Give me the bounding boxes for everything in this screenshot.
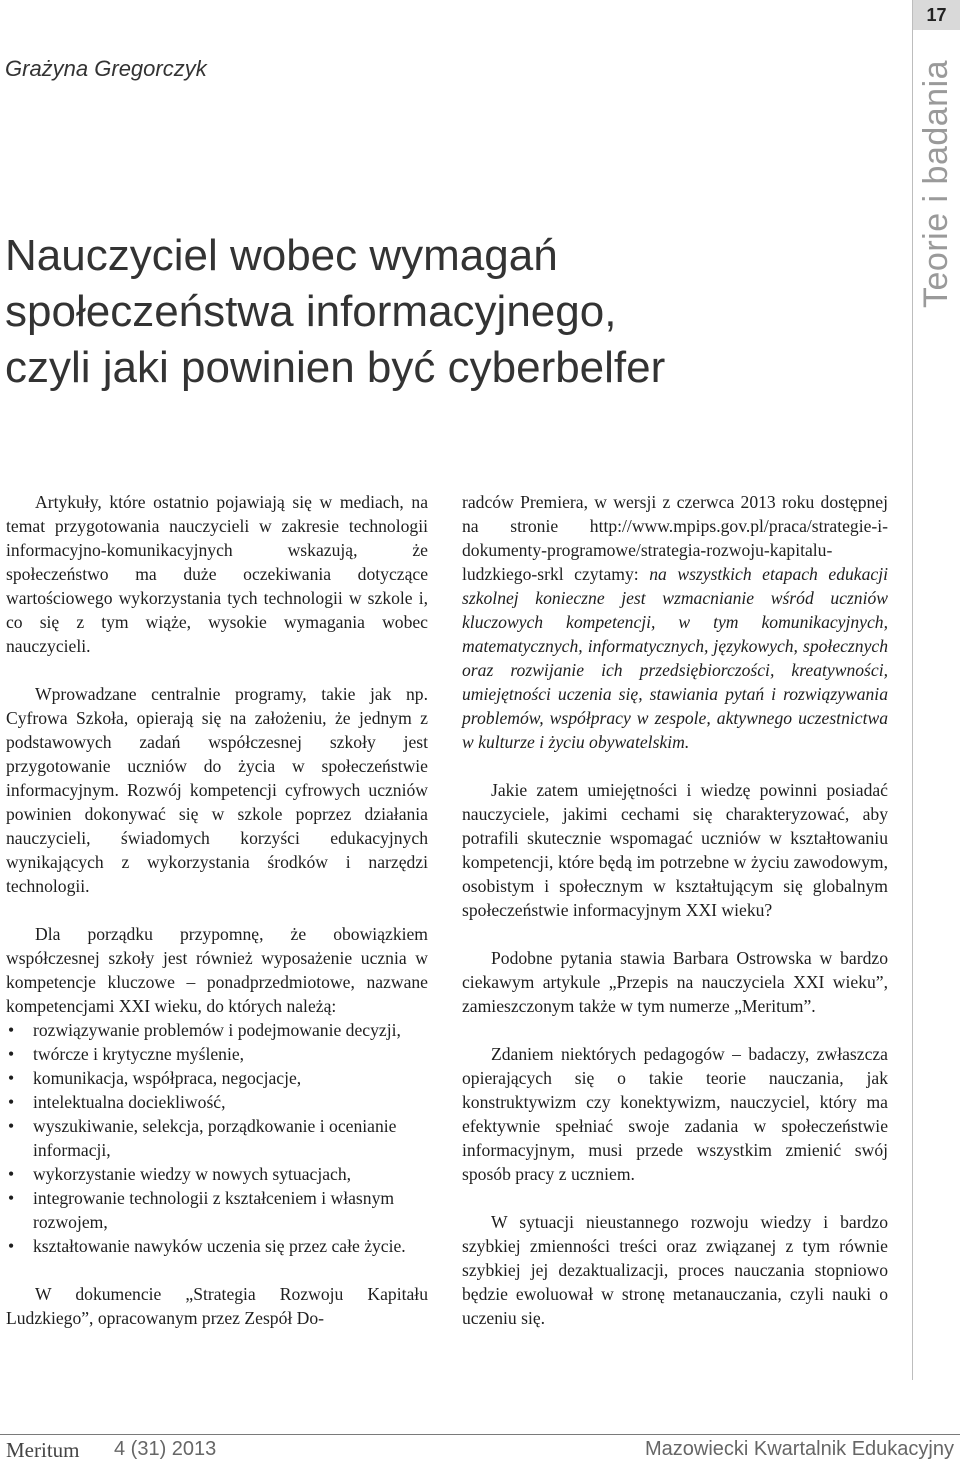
list-item: • rozwiązywanie problemów i podejmowanie decyzji,: [8, 1020, 401, 1040]
bullet: •: [8, 1164, 15, 1184]
section-label: Teorie i badania: [917, 60, 955, 309]
bullet: •: [8, 1188, 15, 1208]
footer-rule: [0, 1434, 960, 1435]
right-column: [462, 490, 888, 1330]
publisher-name: Mazowiecki Kwartalnik Edukacyjny: [644, 1438, 954, 1460]
bullet: •: [8, 1092, 15, 1112]
left-column: [6, 490, 428, 1330]
paragraph: Jakie zatem umiejętności i wiedzę powinni posiadać nauczyciele, jakimi cechami się charakteryzować, aby potrafili skutecznie wspomagać uczniów w kształtowaniu kompetencji, które będą im potrzebne w życiu zawodowym, osobistym i społecznym w kształtującym się globalnym społeczeństwie informacyjnym XXI wieku?: [462, 780, 888, 920]
bullet: •: [8, 1068, 15, 1088]
competencies-list: [6, 1018, 428, 1258]
page-number: 17: [913, 0, 960, 30]
bullet: •: [8, 1044, 15, 1064]
paragraph-text: radców Premiera, w wersji z czerwca 2013 roku dostępnej na stronie http://www.mpips.gov.pl/praca/strategie-i-dokumenty-programowe/strategia-rozwoju-kapitalu-ludzkiego-srkl czytamy:: [462, 492, 888, 584]
bullet: •: [8, 1020, 15, 1040]
paragraph: Zdaniem niektórych pedagogów – badaczy, zwłaszcza opierających się o takie teorie nauczania, jak konstruktywizm czy konektywizm, nauczyciel, który ma efektywnie spełniać swoje zadania w społeczeństwie informacyjnym, musi przede wszystkim zmienić swój sposób pracy z uczniem.: [462, 1044, 888, 1184]
margin-rule: [912, 0, 913, 1380]
paragraph: Podobne pytania stawia Barbara Ostrowska w bardzo ciekawym artykule „Przepis na nauczyciela XXI wieku”, zamieszczonym także w tym numerze „Meritum”.: [462, 948, 888, 1016]
title-line: Nauczyciel wobec wymagań: [5, 231, 558, 280]
journal-name: Meritum: [6, 1438, 80, 1462]
paragraph: Wprowadzane centralnie programy, takie jak np. Cyfrowa Szkoła, opierają się na założeniu, że jednym z podstawowych zadań współczesnej szkoły jest przygotowanie uczniów do życia w społeczeństwie informacyjnym. Rozwój kompetencji cyfrowych uczniów powinien dokonywać się w szkole poprzez działania nauczycieli, świadomych korzyści edukacyjnych wynikających z wykorzystania środków i narzędzi technologii.: [6, 684, 428, 896]
paragraph: Dla porządku przypomnę, że obowiązkiem współczesnej szkoły jest również wyposażenie ucznia w kompetencje kluczowe – ponadprzedmiotowe, nazwane kompetencjami XXI wieku, do których należą:: [6, 924, 428, 1016]
paragraph: Artykuły, które ostatnio pojawiają się w mediach, na temat przygotowania nauczycieli w zakresie technologii informacyjno-komunikacyjnych wskazują, że społeczeństwo ma duże oczekiwania dotyczące wartościowego wykorzystania tych technologii w szkole i, co się z tym wiąże, wysokie wymagania wobec nauczycieli.: [6, 492, 428, 656]
list-item: • intelektualna dociekliwość,: [8, 1092, 226, 1112]
list-item: • wykorzystanie wiedzy w nowych sytuacjach,: [8, 1164, 352, 1184]
article-title: [5, 228, 865, 396]
issue-number: 4 (31) 2013: [114, 1438, 217, 1460]
bullet: •: [8, 1236, 15, 1256]
bullet: •: [8, 1116, 15, 1136]
title-line: czyli jaki powinien być cyberbelfer: [5, 343, 666, 392]
list-item: • kształtowanie nawyków uczenia się przez całe życie.: [8, 1236, 406, 1256]
paragraph: W dokumencie „Strategia Rozwoju Kapitału Ludzkiego”, opracowanym przez Zespół Do-: [6, 1284, 428, 1328]
paragraph: [462, 490, 888, 754]
quote: na wszystkich etapach edukacji szkolnej konieczne jest wzmacnianie wśród uczniów kluczowych kompetencji, w tym komunikacyjnych, matematycznych, informatycznych, językowych, społecznych oraz rozwijanie ich przedsiębiorczości, kreatywności, umiejętności uczenia się, stawiania pytań i rozwiązywania problemów, współpracy w zespole, aktywnego uczestnictwa w kulturze i życiu obywatelskim.: [462, 564, 888, 752]
list-item: • twórcze i krytyczne myślenie,: [8, 1044, 245, 1064]
list-item: • komunikacja, współpraca, negocjacje,: [8, 1068, 302, 1088]
article-author: Grażyna Gregorczyk: [5, 56, 207, 81]
paragraph: W sytuacji nieustannego rozwoju wiedzy i bardzo szybkiej zmienności treści oraz związanej z tym równie szybkiej jej dezaktualizacji, proces nauczania stopniowo będzie ewoluował w stronę metanauczania, czyli nauki o uczeniu się.: [462, 1212, 888, 1328]
list-item: • wyszukiwanie, selekcja, porządkowanie i ocenianie informacji,: [8, 1116, 397, 1160]
title-line: społeczeństwa informacyjnego,: [5, 287, 617, 336]
list-item: • integrowanie technologii z kształceniem i własnym rozwojem,: [8, 1188, 395, 1232]
